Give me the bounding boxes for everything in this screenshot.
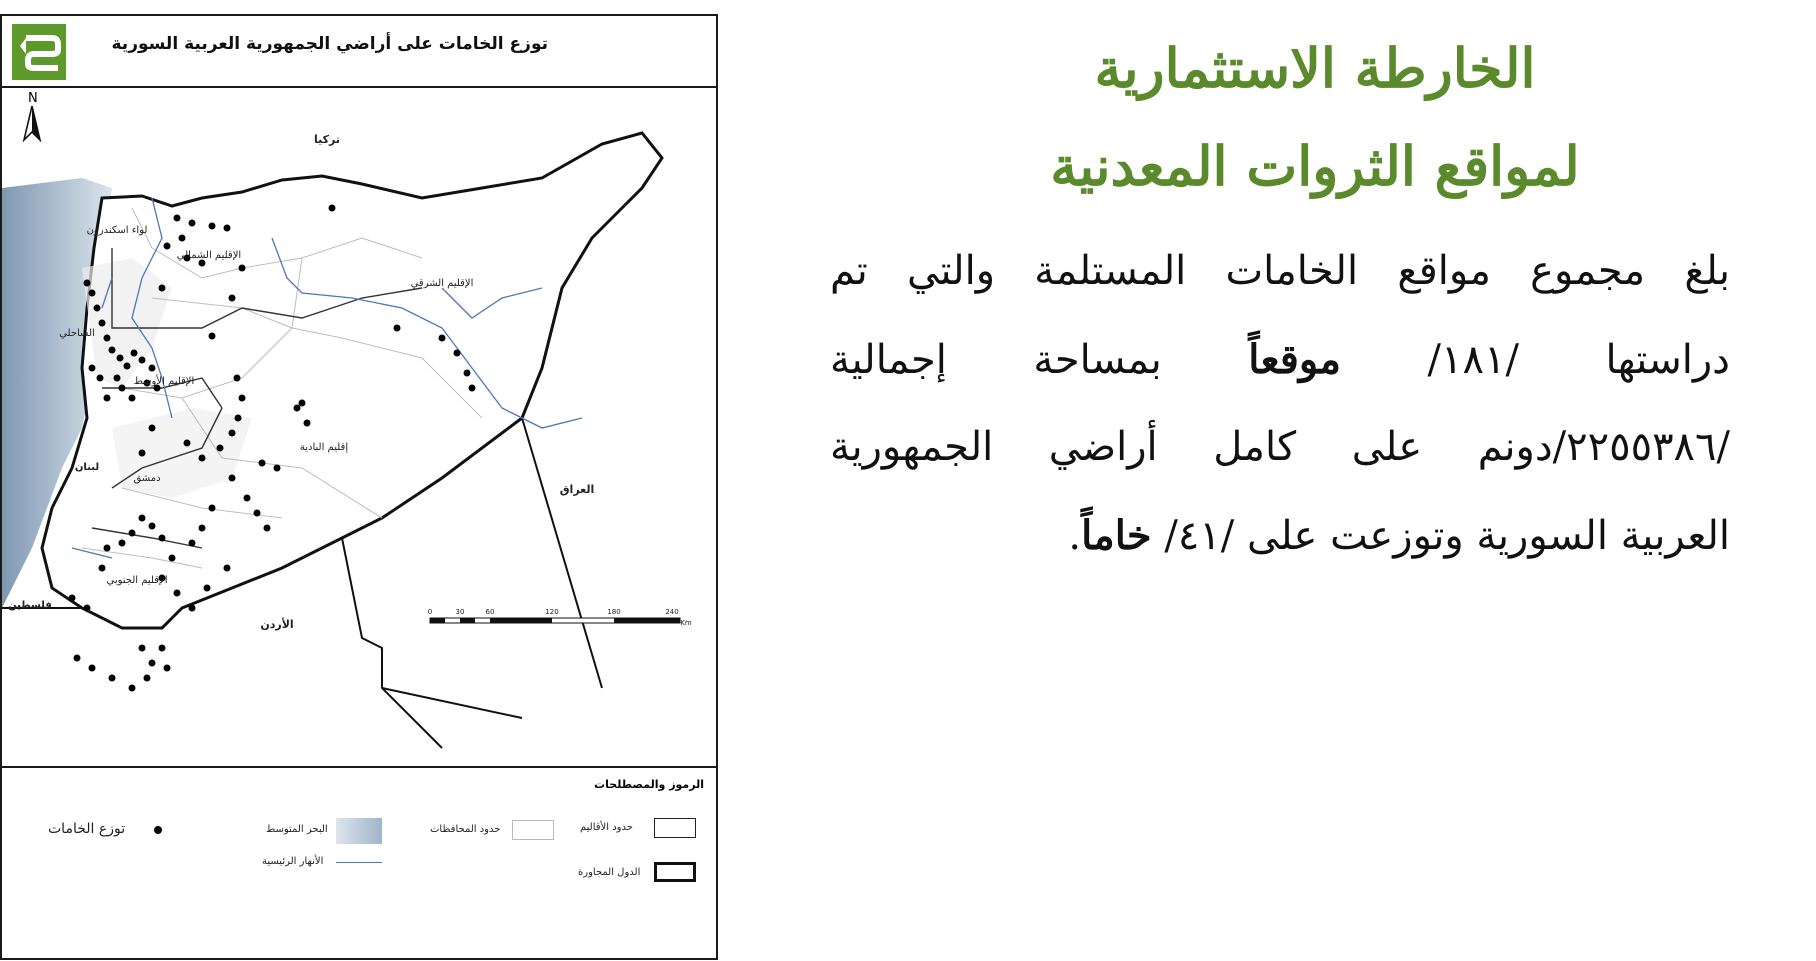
- label-iraq: العراق: [559, 483, 595, 496]
- label-central-region: الإقليم الأوسط: [133, 376, 195, 387]
- legend-rivers: الأنهار الرئيسية: [262, 856, 324, 867]
- body-line-1: بلغ مجموع مواقع الخامات المستلمة والتي تم: [830, 248, 1730, 294]
- legend-neighbor-box: [654, 862, 696, 882]
- body-line-2-bold: موقعاً: [1248, 336, 1341, 383]
- legend: [2, 768, 716, 958]
- body-line-4: [830, 512, 1730, 559]
- body-line-2-b: بمساحة إجمالية: [830, 337, 1249, 383]
- label-east-region: الإقليم الشرقي: [410, 278, 474, 289]
- body-line-4-b: .: [1068, 513, 1082, 559]
- legend-ore-dot: [154, 826, 162, 834]
- scale-tick-1: 30: [455, 608, 465, 616]
- legend-neighbors: الدول المجاورة: [578, 867, 641, 878]
- body-line-3: /٢٢٥٥٣٨٦/دونم على كامل أراضي الجمهورية: [830, 424, 1730, 470]
- scale-tick-2: 60: [485, 608, 495, 616]
- scale-tick-3: 120: [545, 608, 559, 616]
- text-panel: [830, 30, 1790, 630]
- legend-region-box: [654, 818, 696, 838]
- map-area: [2, 88, 716, 768]
- map-title: توزع الخامات على أراضي الجمهورية العربية السورية: [111, 34, 548, 54]
- legend-title: الرموز والمصطلحات: [594, 778, 704, 791]
- scale-tick-5: 240: [665, 608, 679, 616]
- label-badia-region: إقليم البادية: [299, 442, 349, 453]
- body-line-2: [830, 336, 1730, 383]
- label-alexandretta: لواء اسكندرون: [86, 225, 148, 236]
- legend-river-line: [336, 862, 382, 863]
- headline-1: الخارطة الاستثمارية: [1094, 36, 1536, 100]
- label-coastal-region: الساحلي: [59, 328, 95, 339]
- label-lebanon: لبنان: [74, 462, 100, 473]
- scale-tick-4: 180: [607, 608, 621, 616]
- label-damascus: دمشق: [133, 473, 161, 484]
- body-line-4-a: العربية السورية وتوزعت على /٤١/: [1151, 513, 1730, 559]
- scale-unit: Km: [680, 619, 692, 627]
- scale-tick-0: 0: [427, 608, 433, 616]
- legend-regions: حدود الأقاليم: [580, 822, 633, 833]
- map-header: [2, 16, 716, 88]
- label-north-region: الإقليم الشمالي: [176, 250, 242, 261]
- north-label: N: [28, 91, 38, 106]
- map-panel: [0, 14, 718, 960]
- legend-governorates: حدود المحافظات: [430, 824, 501, 835]
- logo: [12, 24, 66, 80]
- body-line-4-bold: خاماً: [1081, 512, 1152, 559]
- legend-sea: البحر المتوسط: [266, 824, 328, 835]
- legend-gov-box: [512, 820, 554, 840]
- label-turkey: تركيا: [314, 133, 340, 146]
- label-south-region: الإقليم الجنوبي: [106, 575, 168, 586]
- label-palestine: فلسطين: [8, 600, 52, 611]
- headline-2: لمواقع الثروات المعدنية: [1050, 134, 1580, 198]
- legend-sea-box: [336, 818, 382, 844]
- north-arrow: [24, 106, 40, 140]
- scale-bar: [428, 608, 692, 627]
- legend-ores: توزع الخامات: [48, 821, 126, 837]
- body-line-2-a: دراستها /١٨١/: [1340, 337, 1730, 383]
- label-jordan: الأردن: [260, 618, 294, 631]
